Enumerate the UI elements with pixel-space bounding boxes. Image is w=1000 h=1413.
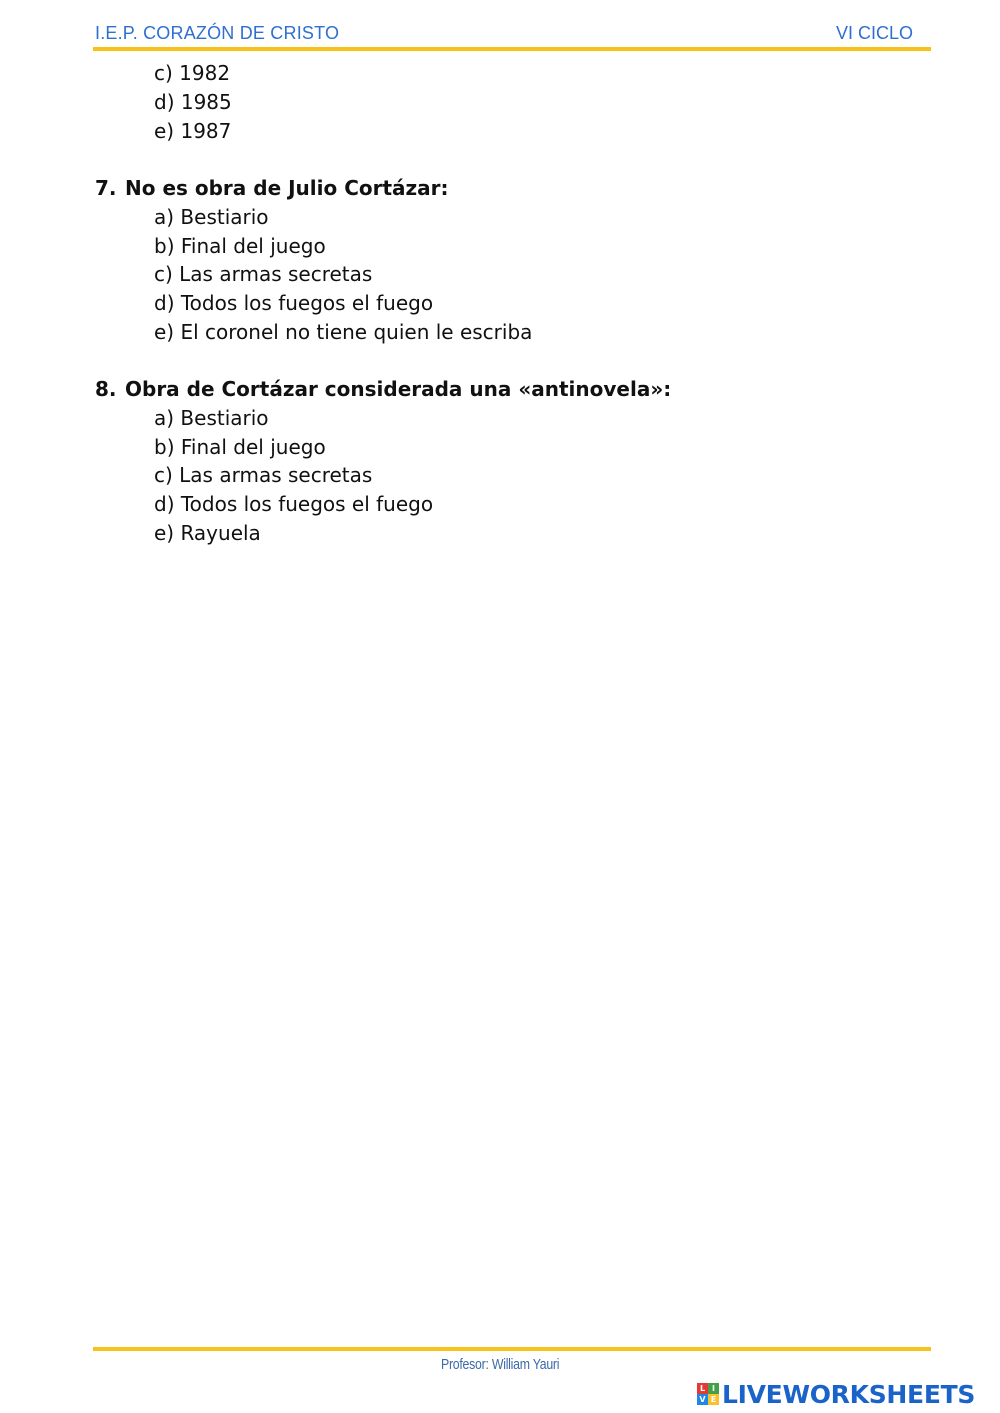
question-8-text: Obra de Cortázar considerada una «antinovela»: [125, 377, 672, 401]
question-8-number: 8. [95, 377, 117, 401]
question-7-text: No es obra de Julio Cortázar: [125, 176, 449, 200]
header-divider [93, 47, 931, 51]
question-8-option-a: a) Bestiario [154, 406, 269, 430]
liveworksheets-brand [697, 1379, 975, 1409]
question-8-option-d: d) Todos los fuegos el fuego [154, 492, 434, 516]
option-prev-c: c) 1982 [154, 61, 231, 85]
question-7-option-b: b) Final del juego [154, 234, 326, 258]
teacher-name: Profesor: William Yauri [440, 1356, 560, 1373]
cycle-label: VI CICLO [836, 23, 914, 43]
question-7-option-a: a) Bestiario [154, 205, 269, 229]
question-7 [95, 176, 449, 200]
question-7-number: 7. [95, 176, 117, 200]
logo-tile-v: V [697, 1394, 708, 1405]
question-7-option-d: d) Todos los fuegos el fuego [154, 291, 434, 315]
question-8 [95, 377, 671, 401]
school-name: I.E.P. CORAZÓN DE CRISTO [95, 23, 340, 43]
question-7-option-e: e) El coronel no tiene quien le escriba [154, 320, 533, 344]
liveworksheets-wordmark: LIVEWORKSHEETS [722, 1379, 976, 1409]
question-7-option-c: c) Las armas secretas [154, 262, 373, 286]
question-8-option-b: b) Final del juego [154, 435, 326, 459]
teacher-footer [0, 1356, 1000, 1373]
logo-tile-i: I [708, 1383, 719, 1394]
footer-divider [93, 1347, 931, 1351]
logo-tile-e: E [708, 1394, 719, 1405]
option-prev-d: d) 1985 [154, 90, 232, 114]
liveworksheets-logo-icon [697, 1383, 719, 1405]
question-8-option-e: e) Rayuela [154, 521, 261, 545]
logo-tile-l: L [697, 1383, 708, 1394]
option-prev-e: e) 1987 [154, 119, 232, 143]
question-8-option-c: c) Las armas secretas [154, 463, 373, 487]
